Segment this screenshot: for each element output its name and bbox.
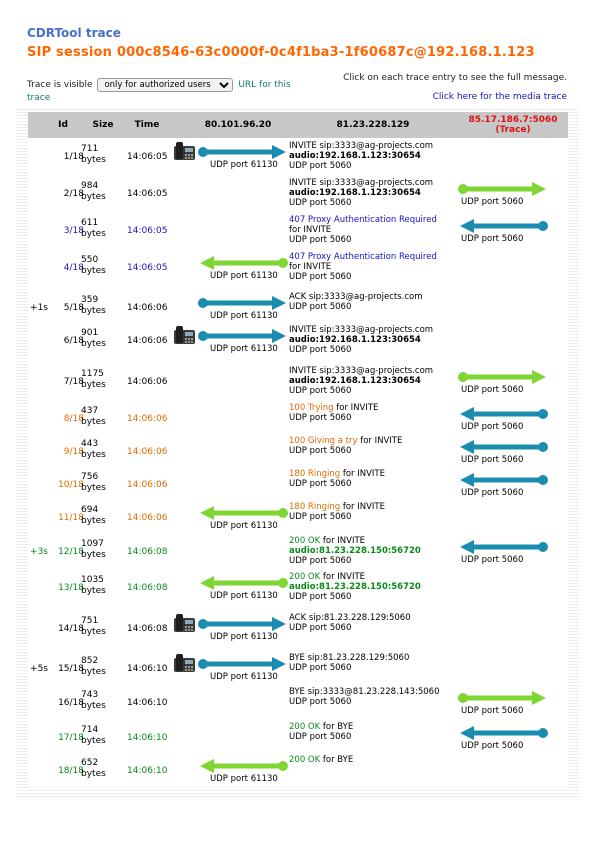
col-size: Size (92, 120, 114, 130)
relative-time: +5s (30, 664, 48, 674)
arrow-head (532, 691, 546, 705)
udp-port-label: UDP port 5060 (461, 197, 524, 207)
phone-icon (173, 612, 197, 634)
col-id: Id (58, 120, 68, 130)
size-value: 751 (81, 616, 99, 626)
blue-right-arrow (198, 296, 288, 310)
message-line: for INVITE (289, 225, 332, 235)
trace-id: 2/18 (63, 189, 84, 199)
visibility-control (27, 78, 291, 92)
message-line: INVITE sip:3333@ag-projects.com (289, 178, 434, 188)
table-row[interactable] (28, 752, 568, 785)
trace-size (81, 505, 121, 527)
arrow-head (200, 576, 214, 590)
phone-screen (185, 148, 193, 152)
arrow-head (532, 182, 546, 196)
udp-port-label: UDP port 61130 (210, 521, 278, 531)
trace-size (81, 328, 121, 350)
message-port: UDP port 5060 (289, 556, 352, 566)
size-unit: bytes (81, 516, 106, 526)
trace-time: 14:06:05 (127, 189, 168, 199)
udp-port-label: UDP port 5060 (461, 706, 524, 716)
green-left-arrow (198, 506, 288, 520)
sip-message[interactable] (289, 755, 489, 765)
message-status: 407 Proxy Authentication Required (289, 215, 437, 225)
table-row[interactable] (28, 466, 568, 499)
message-status: 200 OK (289, 572, 321, 582)
table-row[interactable] (28, 650, 568, 683)
sip-message[interactable] (289, 292, 489, 312)
size-unit: bytes (81, 701, 106, 711)
arrow-head (200, 759, 214, 773)
table-row[interactable] (28, 400, 568, 433)
message-method: for INVITE (320, 572, 366, 582)
phone-key (191, 338, 193, 340)
table-row[interactable] (28, 610, 568, 643)
relative-time: +3s (30, 547, 48, 557)
trace-id: 3/18 (63, 226, 84, 236)
size-value: 359 (81, 295, 99, 305)
arrow-shaft (203, 662, 273, 667)
message-line: ACK sip:81.23.228.129:5060 (289, 613, 411, 623)
trace-id: 16/18 (58, 698, 84, 708)
sip-message[interactable] (289, 403, 489, 423)
message-status: 200 OK (289, 722, 321, 732)
arrow-shaft (203, 150, 273, 155)
arrow-head (272, 145, 286, 159)
col-time: Time (134, 120, 160, 130)
blue-right-arrow (198, 145, 288, 159)
message-port: UDP port 5060 (289, 161, 352, 171)
message-line: BYE sip:81.23.228.129:5060 (289, 653, 410, 663)
phone-key (188, 338, 190, 340)
message-port: UDP port 5060 (289, 345, 352, 355)
size-unit: bytes (81, 155, 106, 165)
trace-time: 14:06:05 (127, 226, 168, 236)
arrow-head (272, 657, 286, 671)
message-sdp: audio:192.168.1.123:30654 (289, 376, 421, 386)
trace-id: 4/18 (63, 263, 84, 273)
table-row[interactable] (28, 212, 568, 245)
message-line (289, 436, 489, 446)
size-unit: bytes (81, 667, 106, 677)
trace-size (81, 472, 121, 494)
trace-id: 7/18 (63, 377, 84, 387)
trace-time: 14:06:08 (127, 583, 168, 593)
trace-size (81, 144, 121, 166)
message-port: UDP port 5060 (289, 198, 352, 208)
page-title: SIP session 000c8546-63c0000f-0c4f1ba3-1f60687c@192.168.1.123 (27, 45, 535, 60)
trace-time: 14:06:06 (127, 377, 168, 387)
trace-size (81, 690, 121, 712)
visibility-label: Trace is visible (27, 80, 93, 90)
phone-key (191, 666, 193, 668)
phone-key (188, 154, 190, 156)
size-unit: bytes (81, 627, 106, 637)
message-line: ACK sip:3333@ag-projects.com (289, 292, 423, 302)
trace-id: 6/18 (63, 336, 84, 346)
size-value: 1175 (81, 369, 104, 379)
sip-message[interactable] (289, 141, 489, 171)
table-row[interactable] (28, 322, 568, 355)
size-value: 611 (81, 218, 99, 228)
size-value: 852 (81, 656, 99, 666)
trace-time: 14:06:10 (127, 698, 168, 708)
phone-key (191, 157, 193, 159)
phone-key (188, 157, 190, 159)
sip-message[interactable] (289, 687, 489, 707)
message-port: UDP port 5060 (289, 235, 352, 245)
table-header (28, 112, 568, 138)
sip-message[interactable] (289, 436, 489, 456)
phone-key (191, 626, 193, 628)
table-row[interactable] (28, 289, 568, 322)
trace-size (81, 758, 121, 780)
trace-id: 13/18 (58, 583, 84, 593)
message-port: UDP port 5060 (289, 697, 352, 707)
message-line (289, 502, 489, 512)
sip-message[interactable] (289, 502, 489, 522)
message-port: UDP port 5060 (289, 592, 352, 602)
phone-handset (176, 654, 183, 671)
phone-key (185, 666, 187, 668)
sip-message[interactable] (289, 215, 489, 245)
size-unit: bytes (81, 736, 106, 746)
phone-key (185, 669, 187, 671)
size-unit: bytes (81, 550, 106, 560)
trace-size (81, 656, 121, 678)
trace-id: 11/18 (58, 513, 84, 523)
size-unit: bytes (81, 586, 106, 596)
size-value: 984 (81, 181, 99, 191)
size-unit: bytes (81, 380, 106, 390)
trace-size (81, 616, 121, 638)
size-value: 1097 (81, 539, 104, 549)
relative-time: +1s (30, 303, 48, 313)
phone-screen (185, 660, 193, 664)
arrow-shaft (213, 764, 283, 769)
table-row[interactable] (28, 433, 568, 466)
col-host1: 80.101.96.20 (204, 120, 272, 130)
message-method: for INVITE (340, 502, 385, 512)
arrow-shaft (203, 301, 273, 306)
table-row[interactable] (28, 569, 568, 602)
phone-key (191, 669, 193, 671)
blue-right-arrow (198, 617, 288, 631)
message-sdp: audio:192.168.1.123:30654 (289, 188, 421, 198)
message-sdp: audio:81.23.228.150:56720 (289, 582, 421, 592)
sip-message[interactable] (289, 178, 489, 208)
phone-key (191, 341, 193, 343)
message-line (289, 469, 489, 479)
udp-port-label: UDP port 5060 (461, 555, 524, 565)
phone-key (185, 626, 187, 628)
phone-screen (185, 620, 193, 624)
trace-time: 14:06:05 (127, 263, 168, 273)
green-left-arrow (198, 759, 288, 773)
trace-time: 14:06:06 (127, 414, 168, 424)
trace-time: 14:06:08 (127, 624, 168, 634)
trace-size (81, 181, 121, 203)
sip-message[interactable] (289, 572, 489, 602)
message-port: UDP port 5060 (289, 512, 352, 522)
phone-handset (176, 614, 183, 631)
trace-size (81, 255, 121, 277)
trace-id: 12/18 (58, 547, 84, 557)
size-unit: bytes (81, 306, 106, 316)
message-status: 200 OK (289, 755, 321, 765)
trace-size (81, 295, 121, 317)
visibility-select[interactable] (97, 78, 233, 92)
trace-id: 15/18 (58, 664, 84, 674)
message-port: UDP port 5060 (289, 623, 352, 633)
message-port: UDP port 5060 (289, 386, 352, 396)
table-row[interactable] (28, 533, 568, 566)
message-port: UDP port 5060 (289, 413, 352, 423)
udp-port-label: UDP port 61130 (210, 160, 278, 170)
udp-port-label: UDP port 61130 (210, 672, 278, 682)
message-line (289, 215, 489, 225)
sip-message[interactable] (289, 653, 489, 673)
phone-key (185, 341, 187, 343)
udp-port-label: UDP port 5060 (461, 385, 524, 395)
size-unit: bytes (81, 339, 106, 349)
arrow-head (532, 370, 546, 384)
arrow-head (200, 256, 214, 270)
col-host2: 81.23.228.129 (336, 120, 410, 130)
message-sdp: audio:192.168.1.123:30654 (289, 335, 421, 345)
message-line (289, 722, 489, 732)
message-line (289, 755, 489, 765)
trace-size (81, 218, 121, 240)
trace-size (81, 369, 121, 391)
phone-key (185, 157, 187, 159)
trace-id: 14/18 (58, 624, 84, 634)
trace-id: 1/18 (63, 152, 84, 162)
trace-time: 14:06:06 (127, 480, 168, 490)
message-status: 100 Giving a try (289, 436, 358, 446)
udp-port-label: UDP port 5060 (461, 488, 524, 498)
blue-right-arrow (198, 657, 288, 671)
message-line (289, 572, 489, 582)
url-link-cont[interactable]: trace (27, 93, 51, 103)
table-row[interactable] (28, 138, 568, 171)
arrow-shaft (213, 511, 283, 516)
message-status: 180 Ringing (289, 469, 341, 479)
arrow-shaft (213, 581, 283, 586)
app-title: CDRTool trace (27, 26, 121, 40)
phone-key (188, 669, 190, 671)
message-line: INVITE sip:3333@ag-projects.com (289, 325, 434, 335)
size-unit: bytes (81, 769, 106, 779)
phone-icon (173, 324, 197, 346)
arrow-head (272, 617, 286, 631)
sip-message[interactable] (289, 366, 489, 396)
message-sdp: audio:192.168.1.123:30654 (289, 151, 421, 161)
green-left-arrow (198, 256, 288, 270)
trace-size (81, 406, 121, 428)
phone-key (188, 341, 190, 343)
trace-size (81, 539, 121, 561)
message-port: UDP port 5060 (289, 732, 352, 742)
message-status: 200 OK (289, 536, 321, 546)
udp-port-label: UDP port 61130 (210, 311, 278, 321)
blue-right-arrow (198, 329, 288, 343)
message-status: 180 Ringing (289, 502, 341, 512)
col-host3-sub: (Trace) (495, 125, 531, 135)
trace-time: 14:06:06 (127, 513, 168, 523)
sip-message[interactable] (289, 252, 489, 282)
phone-key (185, 629, 187, 631)
trace-time: 14:06:10 (127, 733, 168, 743)
phone-key (185, 154, 187, 156)
size-value: 756 (81, 472, 99, 482)
url-link[interactable]: URL for this (238, 80, 291, 90)
phone-icon (173, 652, 197, 674)
arrow-shaft (213, 261, 283, 266)
trace-id: 9/18 (63, 447, 84, 457)
arrow-head (272, 329, 286, 343)
message-status: 100 Trying (289, 403, 334, 413)
phone-icon (173, 140, 197, 162)
message-line: INVITE sip:3333@ag-projects.com (289, 366, 434, 376)
message-method: for BYE (320, 722, 354, 732)
message-port: UDP port 5060 (289, 302, 352, 312)
message-method: for INVITE (320, 536, 366, 546)
phone-key (188, 626, 190, 628)
size-value: 901 (81, 328, 99, 338)
udp-port-label: UDP port 5060 (461, 455, 524, 465)
message-line: BYE sip:3333@81.23.228.143:5060 (289, 687, 440, 697)
udp-port-label: UDP port 5060 (461, 234, 524, 244)
udp-port-label: UDP port 5060 (461, 422, 524, 432)
message-line (289, 403, 489, 413)
udp-port-label: UDP port 5060 (461, 741, 524, 751)
phone-key (188, 629, 190, 631)
size-value: 550 (81, 255, 99, 265)
trace-id: 5/18 (63, 303, 84, 313)
arrow-shaft (203, 334, 273, 339)
trace-size (81, 439, 121, 461)
trace-time: 14:06:08 (127, 547, 168, 557)
table-row[interactable] (28, 249, 568, 282)
message-method: for INVITE (340, 469, 385, 479)
trace-id: 17/18 (58, 733, 84, 743)
sip-message[interactable] (289, 469, 489, 489)
size-value: 437 (81, 406, 99, 416)
trace-id: 8/18 (63, 414, 84, 424)
trace-size (81, 725, 121, 747)
table-row[interactable] (28, 175, 568, 208)
message-method: for INVITE (333, 403, 379, 413)
col-host3-label: 85.17.186.7:5060 (468, 115, 558, 125)
udp-port-label: UDP port 61130 (210, 591, 278, 601)
hint-text: Click on each trace entry to see the full message. (343, 73, 567, 83)
phone-handset (176, 142, 183, 159)
size-value: 711 (81, 144, 99, 154)
size-value: 443 (81, 439, 99, 449)
message-port: UDP port 5060 (289, 446, 352, 456)
size-unit: bytes (81, 450, 106, 460)
table-row[interactable] (28, 719, 568, 752)
table-row[interactable] (28, 499, 568, 532)
trace-time: 14:06:10 (127, 664, 168, 674)
trace-time: 14:06:10 (127, 766, 168, 776)
size-value: 743 (81, 690, 99, 700)
trace-id: 10/18 (58, 480, 84, 490)
message-method: for INVITE (357, 436, 403, 446)
message-line: for INVITE (289, 262, 332, 272)
message-port: UDP port 5060 (289, 663, 352, 673)
phone-screen (185, 332, 193, 336)
size-value: 694 (81, 505, 99, 515)
sip-message[interactable] (289, 722, 489, 742)
table-row[interactable] (28, 363, 568, 396)
arrow-head (272, 296, 286, 310)
message-method: for BYE (320, 755, 354, 765)
udp-port-label: UDP port 61130 (210, 774, 278, 784)
message-port: UDP port 5060 (289, 272, 352, 282)
message-sdp: audio:81.23.228.150:56720 (289, 546, 421, 556)
sip-message[interactable] (289, 613, 489, 633)
message-port: UDP port 5060 (289, 479, 352, 489)
size-value: 714 (81, 725, 99, 735)
size-unit: bytes (81, 483, 106, 493)
udp-port-label: UDP port 61130 (210, 344, 278, 354)
trace-time: 14:06:06 (127, 303, 168, 313)
message-line (289, 536, 489, 546)
size-unit: bytes (81, 266, 106, 276)
message-status: 407 Proxy Authentication Required (289, 252, 437, 262)
trace-time: 14:06:06 (127, 336, 168, 346)
size-unit: bytes (81, 417, 106, 427)
size-unit: bytes (81, 192, 106, 202)
trace-time: 14:06:05 (127, 152, 168, 162)
udp-port-label: UDP port 61130 (210, 632, 278, 642)
trace-size (81, 575, 121, 597)
trace-time: 14:06:06 (127, 447, 168, 457)
sip-message[interactable] (289, 536, 489, 566)
phone-handset (176, 326, 183, 343)
green-left-arrow (198, 576, 288, 590)
table-row[interactable] (28, 684, 568, 717)
phone-key (191, 154, 193, 156)
media-trace-link[interactable]: Click here for the media trace (432, 92, 567, 102)
sip-message[interactable] (289, 325, 489, 355)
phone-key (188, 666, 190, 668)
message-line: INVITE sip:3333@ag-projects.com (289, 141, 434, 151)
size-value: 652 (81, 758, 99, 768)
message-line (289, 252, 489, 262)
phone-key (185, 338, 187, 340)
arrow-shaft (203, 622, 273, 627)
udp-port-label: UDP port 61130 (210, 271, 278, 281)
arrow-head (200, 506, 214, 520)
phone-key (191, 629, 193, 631)
trace-id: 18/18 (58, 766, 84, 776)
size-unit: bytes (81, 229, 106, 239)
size-value: 1035 (81, 575, 104, 585)
